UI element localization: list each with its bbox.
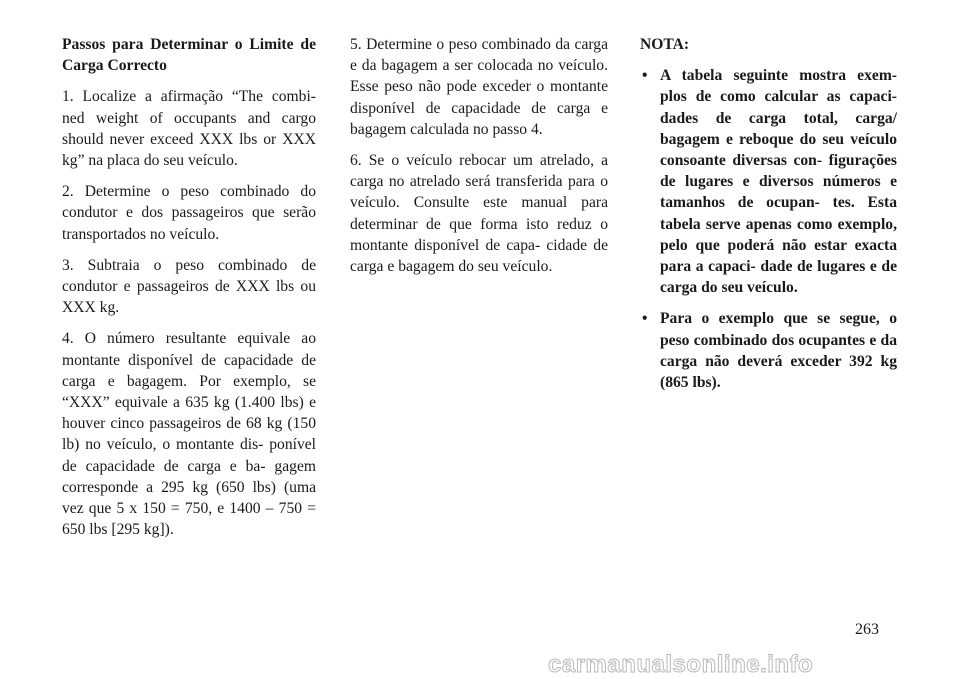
note-text: Para o exemplo que se segue, o peso combinado dos ocupantes e da carga não deverá exceder 392 kg (865 lbs). [660, 310, 897, 392]
note-title: NOTA: [640, 36, 690, 53]
column-middle [350, 34, 608, 287]
page-number: 263 [855, 621, 879, 638]
step-2-paragraph: 2. Determine o peso combinado do condutor e dos passageiros que serão transportados no veículo. [62, 183, 316, 243]
step-6-paragraph: 6. Se o veículo rebocar um atrelado, a carga no atrelado será transferida para o veículo. Consulte este manual para determinar de que forma isto reduz o montante disponível de capa- cidade de carga e bagagem do seu veículo. [350, 152, 608, 276]
note-item [640, 65, 897, 298]
step-4-paragraph: 4. O número resultante equivale ao montante disponível de capacidade de carga e bagagem. Por exemplo, se “XXX” equivale a 635 kg (1.400 lbs) e houver cinco passageiros de 68 kg (150 lb) no veículo, o montante dis- ponível de capacidade de carga e ba- gagem corresponde a 295 kg (650 lbs) (uma vez que 5 x 150 = 750, e 1400 – 750 = 650 lbs [295 kg]). [62, 330, 316, 539]
note-list [640, 65, 897, 393]
section-heading: Passos para Determinar o Limite de Carga Correcto [62, 36, 316, 75]
watermark: carmanualsonline.info [548, 651, 814, 678]
bullet-icon: • [642, 310, 648, 328]
step-5-paragraph: 5. Determine o peso combinado da carga e da bagagem a ser colocada no veículo. Esse peso não pode exceder o montante disponível de capacidade de carga e bagagem calculada no passo 4. [350, 36, 608, 138]
step-1-paragraph: 1. Localize a afirmação “The combi- ned weight of occupants and cargo should never exceed XXX lbs or XXX kg” na placa do seu veículo. [62, 88, 316, 170]
bullet-icon: • [642, 67, 648, 85]
column-left [62, 34, 316, 550]
note-item [640, 308, 897, 393]
note-text: A tabela seguinte mostra exem- plos de como calcular as capaci- dades de carga total, carga/ bagagem e reboque do seu veículo consoante diversas con- figurações de lugares e diversos números e tamanhos de ocupan- tes. Esta tabela serve apenas como exemplo, pelo que poderá não estar exacta para a capaci- dade de lugares e de carga do seu veículo. [660, 67, 897, 297]
column-right [640, 34, 897, 403]
step-3-paragraph: 3. Subtraia o peso combinado de condutor e passageiros de XXX lbs ou XXX kg. [62, 256, 316, 317]
